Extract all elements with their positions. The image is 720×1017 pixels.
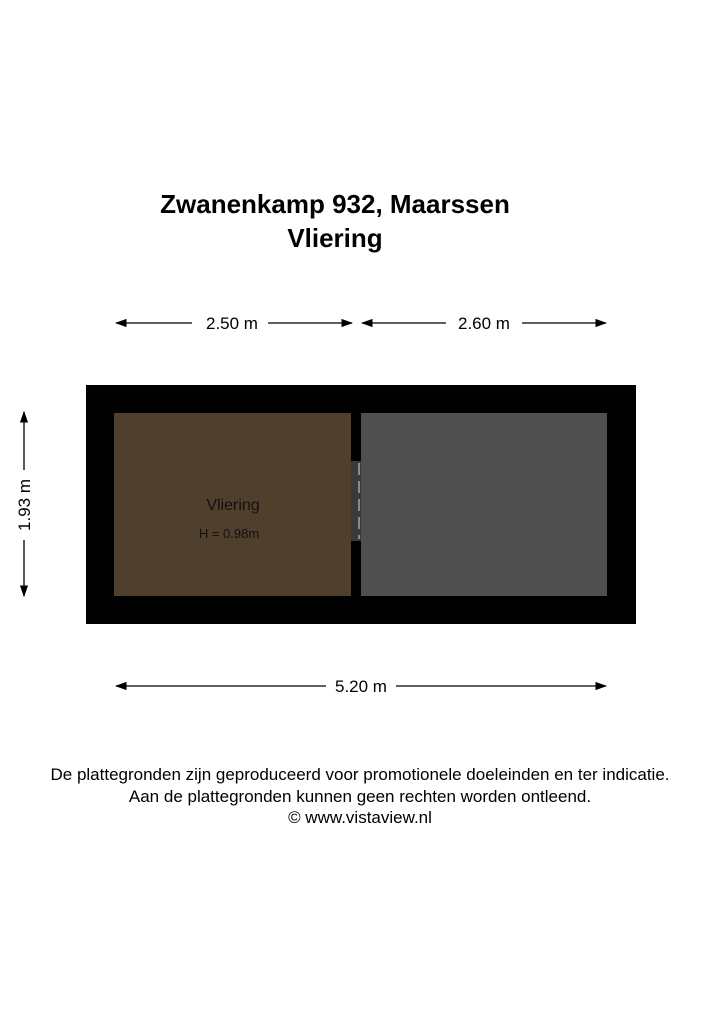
- floor-title: Vliering: [287, 223, 383, 253]
- dimension-left-label: 1.93 m: [15, 479, 34, 531]
- dimension-bottom-label: 5.20 m: [335, 677, 387, 696]
- address-title: Zwanenkamp 932, Maarssen: [160, 189, 510, 219]
- dimension-left: [15, 412, 34, 596]
- dimension-top-left-label: 2.50 m: [206, 314, 258, 333]
- disclaimer-line-1: De plattegronden zijn geproduceerd voor promotionele doeleinden en ter indicatie.: [50, 765, 670, 784]
- dimension-bottom: [116, 677, 606, 696]
- dimension-top-left: [116, 314, 352, 333]
- dimension-top-right-label: 2.60 m: [458, 314, 510, 333]
- copyright-link[interactable]: © www.vistaview.nl: [288, 808, 432, 827]
- dimension-top-right: [362, 314, 606, 333]
- divider-opening: [351, 461, 361, 541]
- room-right: [361, 413, 607, 596]
- disclaimer-line-2: Aan de plattegronden kunnen geen rechten worden ontleend.: [128, 787, 592, 806]
- room-height-label: H = 0.98m: [198, 526, 260, 541]
- room-name-label: Vliering: [206, 497, 260, 514]
